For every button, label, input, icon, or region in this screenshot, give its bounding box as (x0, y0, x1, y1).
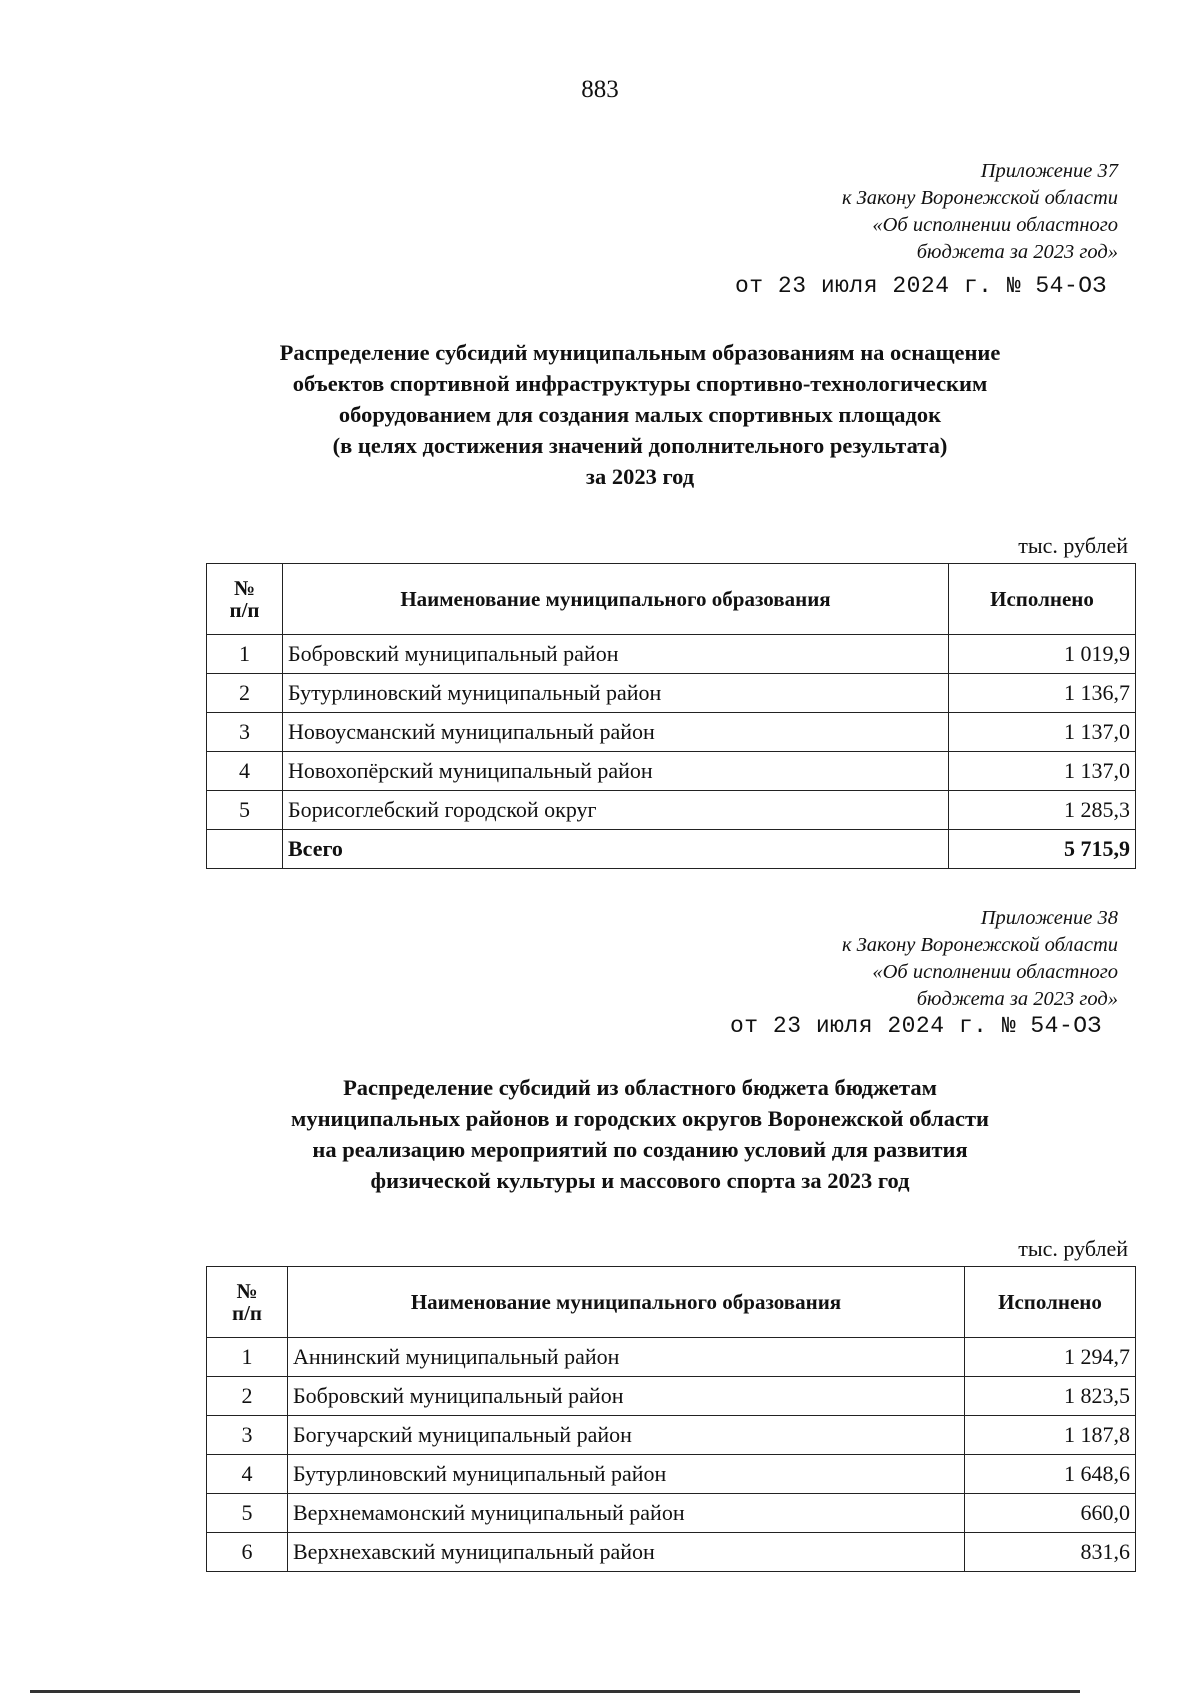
title-line: Распределение субсидий муниципальным образованиям на оснащение (279, 340, 1001, 365)
row-value: 1 137,0 (949, 752, 1136, 791)
column-header-name: Наименование муниципального образования (283, 564, 949, 635)
row-number: 4 (207, 752, 283, 791)
title-line: объектов спортивной инфраструктуры спортивно-технологическим (292, 371, 988, 396)
header-text: п/п (231, 1301, 263, 1325)
table-row (207, 1494, 1136, 1533)
title-line: Распределение субсидий из областного бюджета бюджетам (343, 1075, 937, 1100)
row-name: Бутурлиновский муниципальный район (283, 674, 949, 713)
title-line: муниципальных районов и городских округов Воронежской области (291, 1106, 989, 1131)
title-line: (в целях достижения значений дополнительного результата) (332, 433, 948, 458)
table-total-row (207, 830, 1136, 869)
table-row (207, 1416, 1136, 1455)
row-name: Бутурлиновский муниципальный район (288, 1455, 965, 1494)
table-row (207, 635, 1136, 674)
appendix-37-date: от 23 июля 2024 г. № 54-ОЗ (735, 273, 1107, 299)
title-line: за 2023 год (585, 464, 695, 489)
table-row (207, 713, 1136, 752)
column-header-name: Наименование муниципального образования (288, 1267, 965, 1338)
row-name: Богучарский муниципальный район (288, 1416, 965, 1455)
column-header-value: Исполнено (965, 1267, 1136, 1338)
row-name: Борисоглебский городской округ (283, 791, 949, 830)
page-number: 883 (581, 76, 619, 103)
title-line: физической культуры и массового спорта за 2023 год (370, 1168, 910, 1193)
total-label: Всего (283, 830, 949, 869)
table-1-title (170, 337, 1110, 492)
row-number: 4 (207, 1455, 288, 1494)
appendix-37-caption (518, 158, 1118, 266)
row-number: 6 (207, 1533, 288, 1572)
row-value: 831,6 (965, 1533, 1136, 1572)
table-2-title (170, 1072, 1110, 1196)
header-text: № (233, 576, 256, 600)
table-2-unit: тыс. рублей (1018, 1236, 1128, 1261)
row-number: 5 (207, 1494, 288, 1533)
appendix-37-line: «Об исполнении областного (872, 214, 1118, 236)
row-number: 3 (207, 713, 283, 752)
page-bottom-rule (30, 1690, 1080, 1693)
appendix-38-caption (518, 905, 1118, 1013)
column-header-number (207, 1267, 288, 1338)
appendix-38-line: «Об исполнении областного (872, 961, 1118, 983)
row-name: Новоусманский муниципальный район (283, 713, 949, 752)
row-number: 3 (207, 1416, 288, 1455)
table-row (207, 752, 1136, 791)
row-value: 1 137,0 (949, 713, 1136, 752)
row-name: Бобровский муниципальный район (283, 635, 949, 674)
row-number: 5 (207, 791, 283, 830)
table-row (207, 1338, 1136, 1377)
row-number: 1 (207, 1338, 288, 1377)
table-row (207, 1377, 1136, 1416)
row-value: 660,0 (965, 1494, 1136, 1533)
row-value: 1 294,7 (965, 1338, 1136, 1377)
table-row (207, 674, 1136, 713)
row-number: 2 (207, 674, 283, 713)
row-name: Бобровский муниципальный район (288, 1377, 965, 1416)
appendix-38-line: к Закону Воронежской области (841, 934, 1118, 956)
column-header-value: Исполнено (949, 564, 1136, 635)
table-2 (206, 1266, 1136, 1572)
appendix-37-line: к Закону Воронежской области (841, 187, 1118, 209)
row-value: 1 136,7 (949, 674, 1136, 713)
appendix-37-line: бюджета за 2023 год» (916, 241, 1118, 263)
row-number: 2 (207, 1377, 288, 1416)
column-header-number (207, 564, 283, 635)
table-row (207, 1533, 1136, 1572)
row-name: Верхнехавский муниципальный район (288, 1533, 965, 1572)
table-row (207, 1455, 1136, 1494)
appendix-38-line: Приложение 38 (980, 907, 1118, 929)
table-header-row (207, 564, 1136, 635)
header-text: п/п (229, 598, 260, 622)
appendix-38-line: бюджета за 2023 год» (916, 988, 1118, 1010)
row-value: 1 187,8 (965, 1416, 1136, 1455)
title-line: оборудованием для создания малых спортивных площадок (338, 402, 942, 427)
row-value: 1 285,3 (949, 791, 1136, 830)
row-value: 1 648,6 (965, 1455, 1136, 1494)
row-value: 1 823,5 (965, 1377, 1136, 1416)
row-name: Аннинский муниципальный район (288, 1338, 965, 1377)
total-value: 5 715,9 (949, 830, 1136, 869)
table-header-row (207, 1267, 1136, 1338)
title-line: на реализацию мероприятий по созданию условий для развития (312, 1137, 968, 1162)
row-number (207, 830, 283, 869)
row-value: 1 019,9 (949, 635, 1136, 674)
header-text: № (236, 1279, 258, 1303)
table-1 (206, 563, 1136, 869)
table-1-unit: тыс. рублей (1018, 533, 1128, 558)
table-row (207, 791, 1136, 830)
row-name: Новохопёрский муниципальный район (283, 752, 949, 791)
appendix-37-line: Приложение 37 (980, 160, 1118, 182)
row-name: Верхнемамонский муниципальный район (288, 1494, 965, 1533)
row-number: 1 (207, 635, 283, 674)
appendix-38-date: от 23 июля 2024 г. № 54-ОЗ (730, 1013, 1102, 1039)
